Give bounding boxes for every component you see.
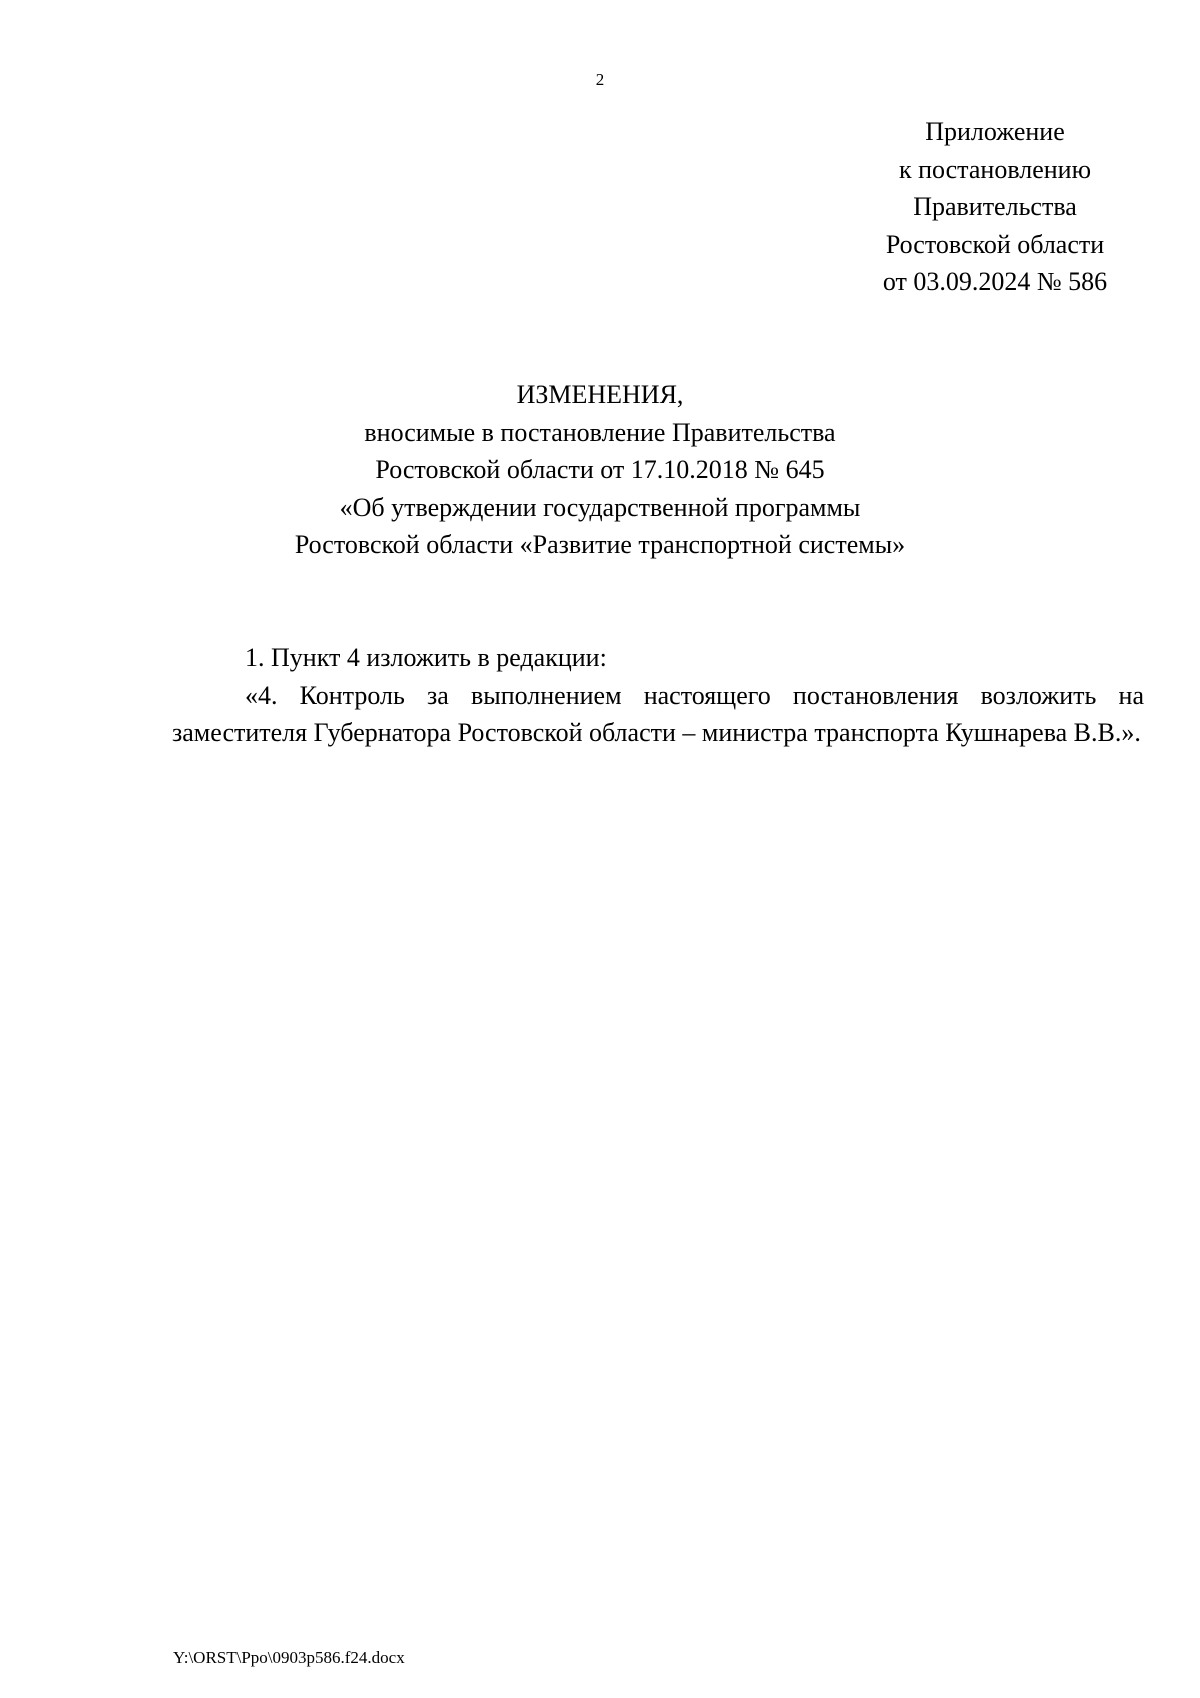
document-title (220, 376, 980, 564)
document-body (172, 639, 1144, 752)
annex-line: от 03.09.2024 № 586 (882, 267, 1108, 296)
paragraph-item-1-text: «4. Контроль за выполнением настоящего постановления возложить на заместителя Губернатора Ростовской области – министра транспорта Кушнарева В.В.». (172, 680, 1144, 747)
title-line: вносимые в постановление Правительства (364, 417, 836, 447)
annex-block (840, 113, 1150, 301)
annex-line: Правительства (913, 192, 1077, 221)
file-path-footer: Y:\ORST\Ppo\0903p586.f24.docx (173, 1648, 405, 1667)
title-line: «Об утверждении государственной программы (339, 492, 861, 522)
annex-line: к постановлению (898, 154, 1092, 184)
title-heading: ИЗМЕНЕНИЯ, (516, 380, 684, 409)
title-line: Ростовской области от 17.10.2018 № 645 (375, 455, 825, 484)
page-number: 2 (595, 70, 605, 89)
annex-line: Ростовской области (885, 229, 1105, 259)
paragraph-item-1: 1. Пункт 4 изложить в редакции: (245, 643, 607, 672)
annex-line: Приложение (925, 117, 1065, 146)
title-line: Ростовской области «Развитие транспортной системы» (294, 530, 906, 559)
